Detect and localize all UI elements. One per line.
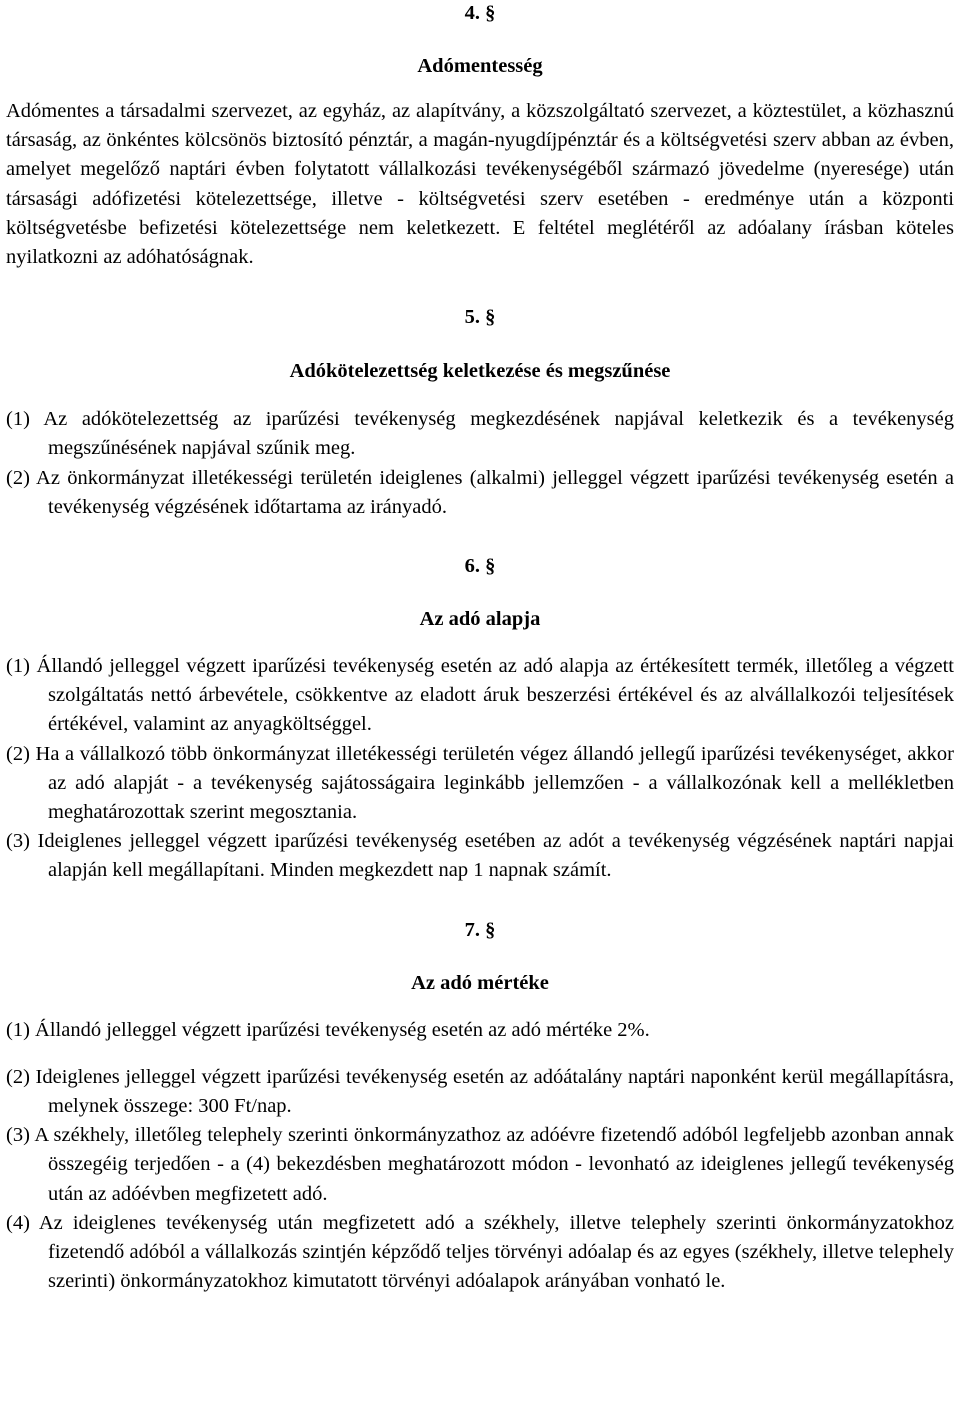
section-title: Az adó mértéke [411,971,549,994]
paragraph-item: (1) Állandó jelleggel végzett iparűzési tevékenység esetén az adó alapja az értékesített termék, illetőleg a végzett szolgáltatás nettó árbevétele, csökkentve az eladott áruk beszerzési értékével és az alvállalkozói teljesítések értékével, valamint az anyagköltséggel. [6,655,954,736]
paragraph-item: (2) Az önkormányzat illetékességi területén ideiglenes (alkalmi) jelleggel végzett iparűzési tevékenység esetén a tevékenység végzésének időtartama az irányadó. [6,466,954,518]
section-4 [6,0,954,272]
section-number: 7. § [464,918,496,941]
document-page [6,0,954,1296]
paragraph-item: (1) Az adókötelezettség az iparűzési tevékenység megkezdésének napjával keletkezik és a tevékenység megszűnésének napjával szűnik meg. [6,408,954,460]
section-5 [6,304,954,522]
paragraph-item: (3) A székhely, illetőleg telephely szerinti önkormányzathoz az adóévre fizetendő adóból legfeljebb azonban annak összegéig terjedően - a (4) bekezdésben meghatározott módon - levonható az ideiglenes jellegű tevékenység után az adóévben megfizetett adó. [6,1124,954,1205]
section-title: Az adó alapja [419,608,541,631]
section-6 [6,553,954,886]
section-number: 5. § [464,306,496,329]
section-number: 4. § [464,2,496,24]
paragraph-item: (1) Állandó jelleggel végzett iparűzési tevékenység esetén az adó mértéke 2%. [6,1018,650,1041]
section-title: Adókötelezettség keletkezése és megszűnése [289,360,671,383]
section-title: Adómentesség [417,55,543,77]
section-number: 6. § [464,555,496,578]
paragraph-item: (4) Az ideiglenes tevékenység után megfizetett adó a székhely, illetve telephely szerinti önkormányzatokhoz fizetendő adóból a vállalkozás szintjén képződő teljes törvényi adóalap és az egyes (székhely, illetve telephely szerinti) önkormányzatokhoz kimutatott törvényi adóalapok arányában vonható le. [6,1211,954,1293]
paragraph-item: (2) Ideiglenes jelleggel végzett iparűzési tevékenység esetén az adóátalány naptári naponként kerül megállapításra, melynek összege: 300 Ft/nap. [6,1065,954,1118]
section-body: Adómentes a társadalmi szervezet, az egyház, az alapítvány, a közszolgáltató szervezet, a köztestület, a közhasznú társaság, az önkéntes kölcsönös biztosító pénztár, a magán-nyugdíjpénztár és a költségvetési szerv abban az évben, amelyet megelőző naptári évben folytatott vállalkozási tevékenységéből származó jövedelme (nyeresége) után társasági adófizetési kötelezettsége, illetve - költségvetési szerv esetében - eredménye után a központi költségvetésbe befizetési kötelezettsége nem keletkezett. E feltétel meglétéről az adóalany írásban köteles nyilatkozni az adóhatóságnak. [6,100,954,269]
paragraph-item: (2) Ha a vállalkozó több önkormányzat illetékességi területén végez állandó jellegű iparűzési tevékenységet, akkor az adó alapját - a tevékenység sajátosságaira leginkább jellemzően - a vállalkozónak kell a mellékletben meghatározottak szerint megosztania. [6,742,954,824]
section-7 [6,917,954,1297]
paragraph-item: (3) Ideiglenes jelleggel végzett iparűzési tevékenység esetében az adót a tevékenység végzésének naptári napjai alapján kell megállapítani. Minden megkezdett nap 1 napnak számít. [6,830,954,882]
